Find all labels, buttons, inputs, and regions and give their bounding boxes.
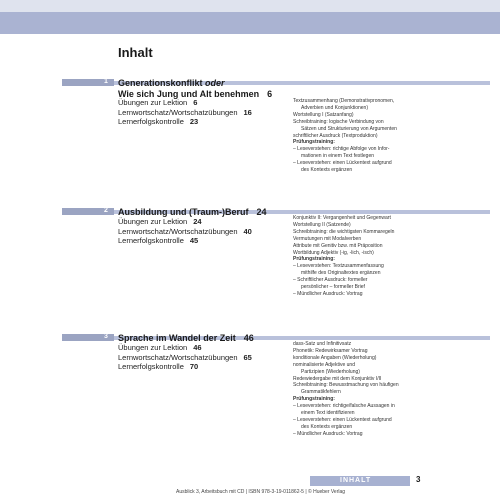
unit-1-notes: Textzusammenhang (Demonstrativpronomen, Adverbien und Konjunktionen) Wortstellung I (Satzanfang) Schreibtraining: logische Verbindung von Sätzen und Strukturierung von Argumenten schriftlicher Ausdruck (Textproduktion) Prüfungstraining: – Leseverstehen: richtige Abfolge von Infor- mationen in einem Text festlegen – Leseverstehen: einen Lückentext aufgrund des Kontexts ergänzen	[293, 98, 397, 174]
unit-1-number: 1	[104, 78, 108, 85]
unit-2-number: 2	[104, 207, 108, 214]
list-item[interactable]: Lernerfolgskontrolle 23	[118, 117, 199, 126]
list-item[interactable]: Lernerfolgskontrolle 70	[118, 362, 199, 371]
list-item[interactable]: Übungen zur Lektion 46	[118, 343, 202, 352]
unit-1-title-page: 6	[267, 89, 273, 99]
footer-section-label: INHALT	[340, 477, 372, 484]
list-item[interactable]: Lernerfolgskontrolle 45	[118, 236, 199, 245]
footer-text: Ausblick 3, Arbeitsbuch mit CD | ISBN 978-3-19-011862-5 | © Hueber Verlag	[176, 489, 346, 495]
page-number: 3	[416, 475, 421, 484]
unit-3-items	[118, 343, 252, 372]
header-band	[0, 12, 500, 34]
unit-3-title: Sprache im Wandel der Zeit 46	[118, 333, 254, 343]
unit-3-title-page: 46	[243, 333, 254, 343]
unit-2-items	[118, 217, 252, 246]
list-item[interactable]: Übungen zur Lektion 6	[118, 98, 198, 107]
list-item[interactable]: Lernwortschatz/Wortschatzübungen 16	[118, 107, 252, 117]
unit-2-title-page: 24	[256, 207, 267, 217]
list-item[interactable]: Übungen zur Lektion 24	[118, 217, 202, 226]
unit-2-title: Ausbildung und (Traum-)Beruf 24	[118, 207, 267, 217]
list-item[interactable]: Lernwortschatz/Wortschatzübungen 65	[118, 352, 252, 362]
list-item[interactable]: Lernwortschatz/Wortschatzübungen 40	[118, 226, 252, 236]
header-band-light	[0, 0, 500, 12]
page-title: Inhalt	[118, 45, 153, 60]
unit-3-number: 3	[104, 333, 108, 340]
unit-3-notes: dass-Satz und Infinitivsatz Phonetik: Redewirksamer Vortrag konditionale Angaben (Wiederholung) nominalisierte Adjektive und Partizipien (Wiederholung) Redewiedergabe mit dem Konjunktiv I/II Schreibtraining: Bewusstmachung von häufigen Grammatikfehlern Prüfungstraining: – Leseverstehen: richtige/falsche Aussagen in einem Text identifizieren – Leseverstehen: einen Lückentext aufgrund des Kontexts ergänzen – Mündlicher Ausdruck: Vortrag	[293, 341, 399, 437]
unit-1-items	[118, 98, 252, 127]
unit-1-title: Generationskonflikt oder Wie sich Jung und Alt benehmen 6	[118, 78, 273, 99]
unit-2-notes: Konjunktiv II: Vergangenheit und Gegenwart Wortstellung II (Satzende) Schreibtraining: die wichtigsten Kommaregeln Vermutungen mit Modalverben Attribute mit Genitiv bzw. mit Präposition Wortbildung Adjektiv (-ig, -lich, -isch) Prüfungstraining: – Leseverstehen: Textzusammenfassung mithilfe des Originaltextes ergänzen – Schriftlicher Ausdruck: formeller persönlicher – formeller Brief – Mündlicher Ausdruck: Vortrag	[293, 215, 395, 297]
